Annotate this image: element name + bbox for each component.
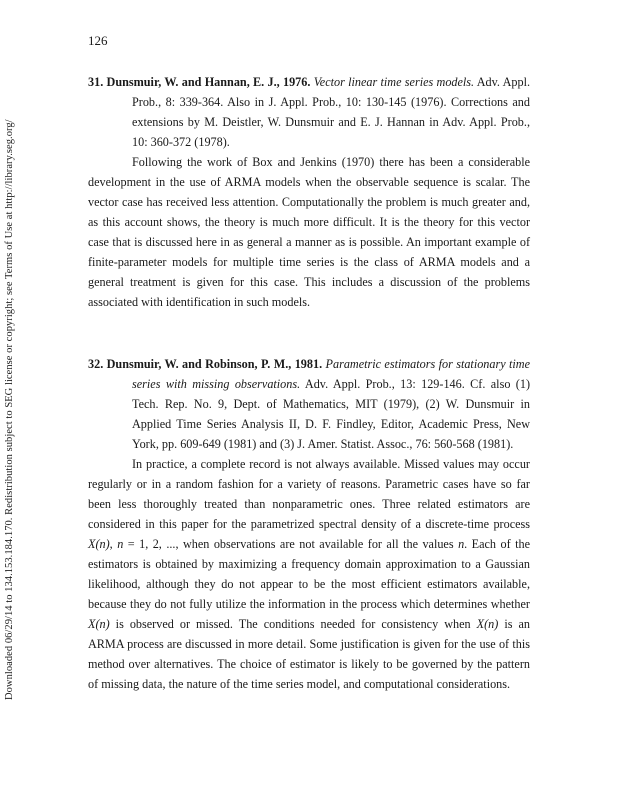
abstract-text: = 1, 2, ..., when observations are not available for all the values [123, 537, 459, 551]
entry-citation: Adv. Appl. Prob., 13: 129-146. Cf. also (1) Tech. Rep. No. 9, Dept. of Mathematics, MIT (1979), (2) W. Dunsmuir in Applied Time Series Analysis II, D. F. Findley, Editor, Academic Press, New York, pp. 609-649 (1981) and (3) J. Amer. Statist. Assoc., 76: 560-568 (1981). [132, 377, 531, 451]
math-variable: X(n) [88, 537, 110, 551]
abstract-text: is an ARMA process are discussed in more detail. Some justification is given for the use of this method over alternatives. The choice of estimator is likely to be governed by the pattern of missing data, the nature of the time series model, and computational considerations. [88, 617, 530, 691]
entry-header [88, 72, 530, 152]
abstract-text: is observed or missed. The conditions needed for consistency when [109, 617, 477, 631]
math-variable: n [117, 537, 124, 551]
entry-citation: Adv. Appl. Prob., 8: 339-364. Also in J. Appl. Prob., 10: 130-145 (1976). Corrections and extensions by M. Deistler, W. Dunsmuir and E. J. Hannan in Adv. Appl. Prob., 10: 360-372 (1978). [132, 75, 531, 149]
math-variable: X(n) [476, 617, 499, 631]
bibliography-entry-32 [88, 354, 530, 694]
math-variable: n [458, 537, 465, 551]
download-notice-text: Downloaded 06/29/14 to 134.153.184.170. Redistribution subject to SEG license or copyright; see Terms of Use at http://library.seg.org/ [4, 119, 15, 700]
entry-authors: Dunsmuir, W. and Robinson, P. M., 1981. [106, 357, 323, 371]
entry-abstract: Following the work of Box and Jenkins (1970) there has been a considerable development in the use of ARMA models when the observable sequence is scalar. The vector case has received less attention. Computationally the problem is much greater and, as this account shows, the theory is much more difficult. It is the theory for this vector case that is discussed here in as general a manner as is possible. An important example of finite-parameter models for multiple time series is the class of ARMA models and a general treatment is given for this case. This includes a discussion of the problems associated with identification in such models. [88, 155, 530, 309]
abstract-text: . Each of the estimators is obtained by maximizing a frequency domain approximation to a Gaussian likelihood, although they do not appear to be the most efficient estimators available, because they do not fully utilize the information in the process which determines whether [88, 537, 531, 611]
math-variable: X(n) [88, 617, 110, 631]
entry-title: Parametric estimators for stationary time series with missing observations. [132, 357, 531, 391]
bibliography-entry-31 [88, 72, 530, 312]
entry-number: 31. [88, 75, 104, 89]
entry-header [88, 354, 530, 454]
entry-authors: Dunsmuir, W. and Hannan, E. J., 1976. [106, 75, 311, 89]
page-number: 126 [88, 33, 108, 48]
abstract-text: , [109, 537, 118, 551]
abstract-text: In practice, a complete record is not always available. Missed values may occur regularly or in a random fashion for a variety of reasons. Parametric cases have so far been less thoroughly treated than nonparametric ones. Three related estimators are considered in this paper for the parametrized spectral density of a discrete-time process [88, 457, 530, 531]
download-notice [4, 100, 18, 700]
entry-title: Vector linear time series models. [313, 75, 475, 89]
entry-abstract [88, 454, 530, 694]
entry-number: 32. [88, 357, 104, 371]
